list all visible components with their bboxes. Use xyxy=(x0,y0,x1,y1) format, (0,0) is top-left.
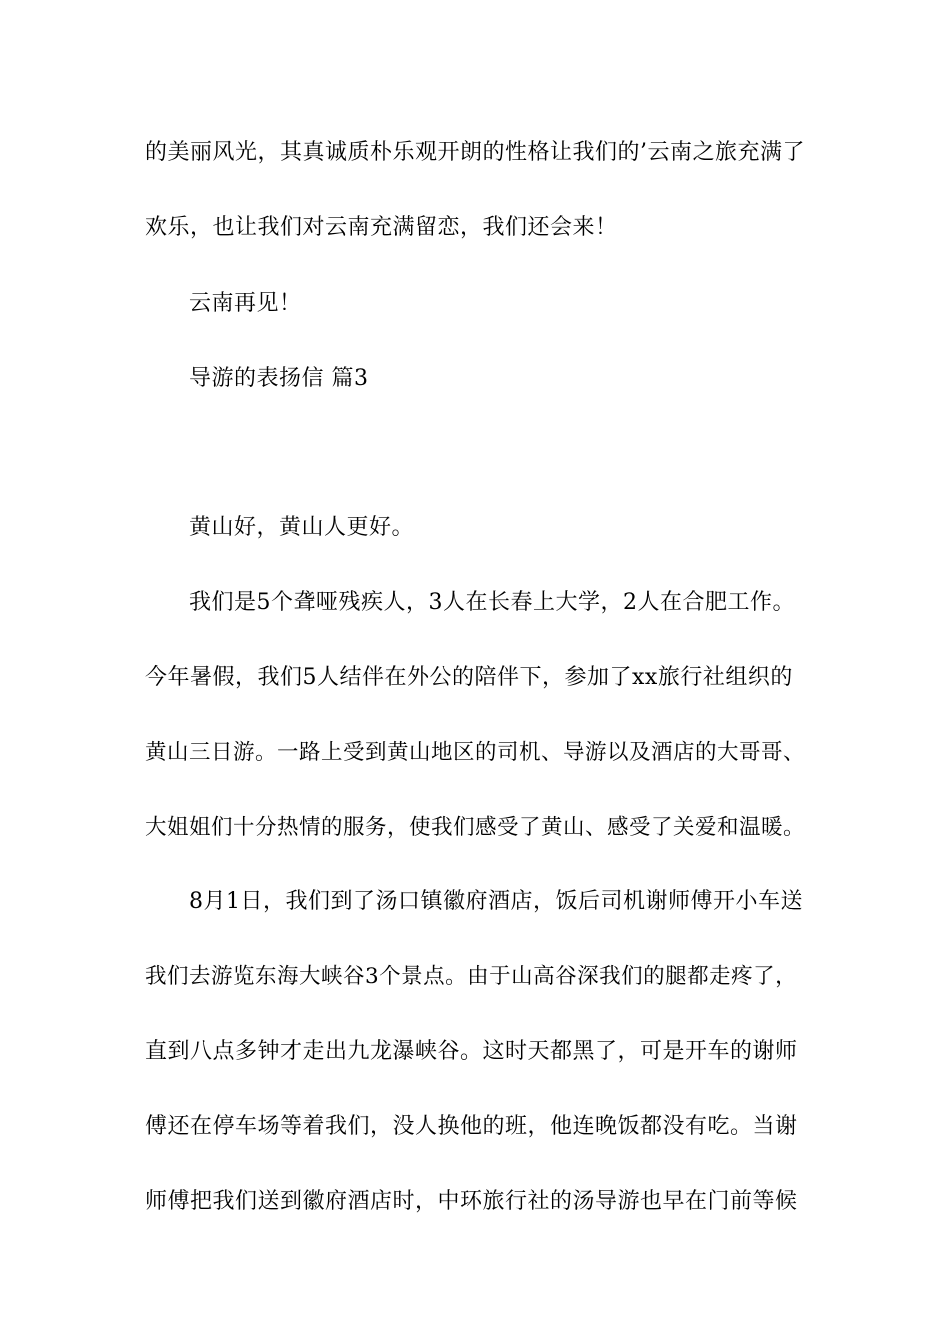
paragraph-line: 黄山三日游。一路上受到黄山地区的司机、导游以及酒店的大哥哥、 xyxy=(145,740,806,765)
paragraph-line: 欢乐，也让我们对云南充满留恋，我们还会来！ xyxy=(145,215,618,240)
paragraph-line: 我们去游览东海大峡谷3个景点。由于山高谷深我们的腿都走疼了， xyxy=(145,964,798,989)
section-heading: 导游的表扬信 篇3 xyxy=(189,366,369,391)
paragraph-line: 8月1日，我们到了汤口镇徽府酒店，饭后司机谢师傅开小车送 xyxy=(189,889,803,914)
paragraph-line: 师傅把我们送到徽府酒店时，中环旅行社的汤导游也早在门前等候 xyxy=(145,1189,798,1214)
paragraph-line: 的美丽风光，其真诚质朴乐观开朗的性格让我们的’云南之旅充满了 xyxy=(145,140,805,165)
paragraph-line: 今年暑假，我们5人结伴在外公的陪伴下，参加了xx旅行社组织的 xyxy=(145,665,793,690)
paragraph-line: 我们是5个聋哑残疾人，3人在长春上大学，2人在合肥工作。 xyxy=(189,590,795,615)
paragraph-line: 云南再见！ xyxy=(189,291,302,316)
paragraph-line: 黄山好，黄山人更好。 xyxy=(189,515,415,540)
paragraph-line: 傅还在停车场等着我们，没人换他的班，他连晚饭都没有吃。当谢 xyxy=(145,1114,798,1139)
paragraph-line: 直到八点多钟才走出九龙瀑峡谷。这时天都黑了，可是开车的谢师 xyxy=(145,1039,798,1064)
paragraph-line: 大姐姐们十分热情的服务，使我们感受了黄山、感受了关爱和温暖。 xyxy=(145,815,806,840)
